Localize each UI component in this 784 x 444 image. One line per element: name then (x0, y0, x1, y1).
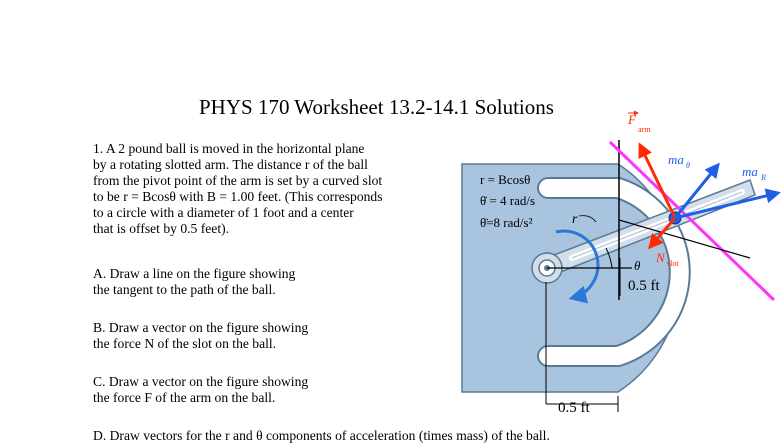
problem-line: to be r = Bcosθ with B = 1.00 feet. (This corresponds (93, 189, 383, 204)
eq-r: r = Bcosθ (480, 172, 531, 187)
ma-theta-label: ma (668, 152, 684, 167)
part-c-line: C. Draw a vector on the figure showing (93, 374, 309, 389)
n-slot-label: N (656, 250, 665, 265)
n-slot-sub: slot (667, 259, 679, 268)
eq-theta-dot: θ̇ = 4 rad/s (480, 193, 536, 208)
part-c-line: the force F of the arm on the ball. (93, 390, 276, 405)
problem-line: that is offset by 0.5 feet). (93, 221, 230, 236)
f-arm-label: F (628, 112, 636, 127)
problem-line: to a circle with a diameter of 1 foot and a center (93, 205, 354, 220)
problem-line: from the pivot point of the arm is set by a curved slot (93, 173, 383, 188)
page-title: PHYS 170 Worksheet 13.2-14.1 Solutions (199, 95, 554, 119)
f-arm-sub: arm (638, 125, 651, 134)
equations (480, 172, 535, 230)
ma-theta-sub: θ (686, 161, 690, 170)
ma-r-sub: R (761, 173, 766, 182)
problem-line: by a rotating slotted arm. The distance r of the ball (93, 157, 368, 172)
part-b-line: the force N of the slot on the ball. (93, 336, 277, 351)
problem-line: 1. A 2 pound ball is moved in the horizontal plane (93, 141, 365, 156)
part-a-line: A. Draw a line on the figure showing (93, 266, 296, 281)
theta-label: θ (634, 258, 641, 273)
ma-r-label: ma (742, 164, 758, 179)
dim-bottom-label: 0.5 ft (558, 400, 590, 416)
r-label: r (572, 212, 578, 227)
part-d-line: D. Draw vectors for the r and θ components of acceleration (times mass) of the ball. (93, 428, 550, 443)
dim-top-label: 0.5 ft (628, 278, 660, 294)
part-b-line: B. Draw a vector on the figure showing (93, 320, 309, 335)
eq-theta-ddot: θ̈=8 rad/s² (480, 215, 533, 230)
part-a-line: the tangent to the path of the ball. (93, 282, 276, 297)
